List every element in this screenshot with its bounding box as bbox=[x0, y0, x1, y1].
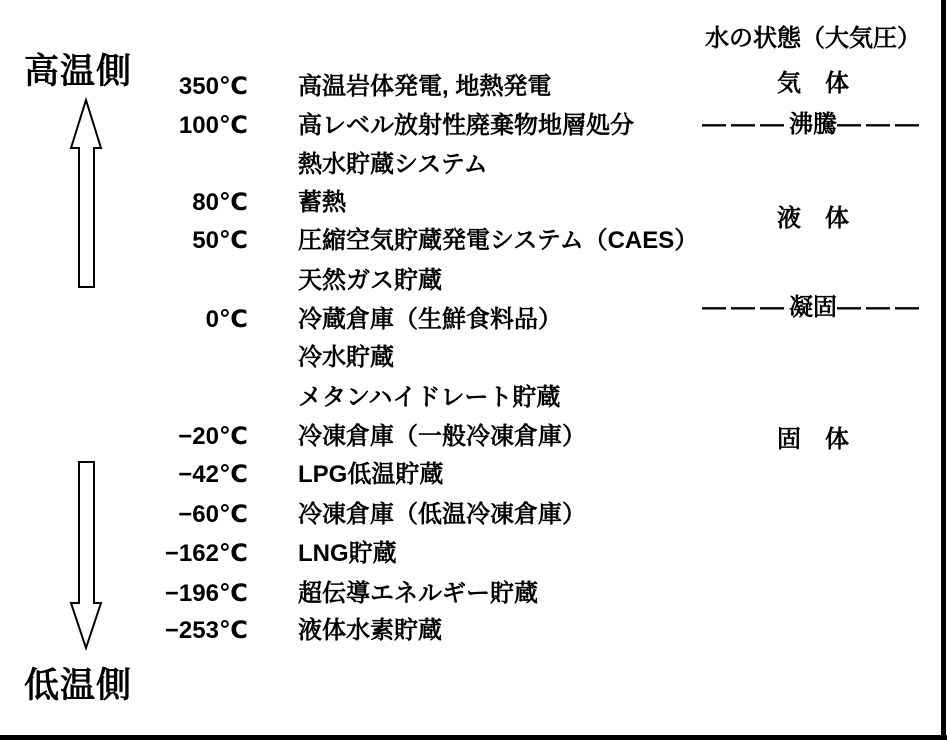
technology-label: 圧縮空気貯蔵発電システム（CAES） bbox=[298, 227, 699, 254]
temperature-value: 50℃ bbox=[192, 227, 248, 254]
technology-label: LPG低温貯蔵 bbox=[298, 461, 444, 488]
table-row bbox=[0, 581, 947, 609]
dash-segment: ――― bbox=[702, 294, 789, 321]
temperature-value: −60℃ bbox=[178, 501, 248, 528]
technology-label: 高温岩体発電, 地熱発電 bbox=[298, 73, 552, 100]
dash-segment: ――― bbox=[837, 111, 924, 138]
water-state-boiling-line bbox=[688, 112, 938, 138]
technology-label: LNG貯蔵 bbox=[298, 540, 397, 567]
temperature-value: 350℃ bbox=[178, 73, 248, 100]
high-temp-side-label: 高温側 bbox=[24, 52, 133, 91]
table-row bbox=[0, 502, 947, 530]
table-row bbox=[0, 618, 947, 646]
technology-label: メタンハイドレート貯蔵 bbox=[298, 384, 561, 411]
table-row bbox=[0, 462, 947, 490]
table-row bbox=[0, 345, 947, 373]
freezing-label: 凝固 bbox=[789, 294, 837, 321]
temperature-value: −196℃ bbox=[164, 580, 248, 607]
figure-border-right bbox=[941, 0, 946, 740]
water-state-liquid-label: 液 体 bbox=[777, 205, 849, 232]
technology-label: 熱水貯蔵システム bbox=[298, 151, 488, 178]
temperature-value: 100℃ bbox=[178, 112, 248, 139]
dash-segment: ――― bbox=[837, 294, 924, 321]
technology-label: 天然ガス貯蔵 bbox=[298, 267, 442, 294]
temperature-value: −162℃ bbox=[164, 540, 248, 567]
water-state-freezing-line bbox=[688, 295, 938, 321]
temperature-value: 0℃ bbox=[205, 306, 248, 333]
water-state-header: 水の状態（大気圧） bbox=[705, 25, 921, 52]
table-row bbox=[0, 541, 947, 569]
dash-segment: ――― bbox=[702, 111, 789, 138]
low-temp-side-label: 低温側 bbox=[24, 666, 133, 705]
technology-label: 冷蔵倉庫（生鮮食料品） bbox=[298, 306, 562, 333]
table-row bbox=[0, 152, 947, 180]
temperature-value: −20℃ bbox=[178, 423, 248, 450]
technology-label: 冷凍倉庫（一般冷凍倉庫） bbox=[298, 423, 586, 450]
technology-label: 冷凍倉庫（低温冷凍倉庫） bbox=[298, 501, 586, 528]
temperature-value: −42℃ bbox=[178, 461, 248, 488]
technology-label: 高レベル放射性廃棄物地層処分 bbox=[298, 112, 634, 139]
temperature-value: 80℃ bbox=[192, 189, 248, 216]
table-row bbox=[0, 228, 947, 256]
temperature-value: −253℃ bbox=[164, 617, 248, 644]
table-row bbox=[0, 385, 947, 413]
technology-label: 液体水素貯蔵 bbox=[298, 617, 442, 644]
technology-label: 超伝導エネルギー貯蔵 bbox=[298, 580, 538, 607]
table-row bbox=[0, 268, 947, 296]
boiling-label: 沸騰 bbox=[789, 111, 837, 138]
figure-border-bottom bbox=[0, 735, 947, 740]
technology-label: 冷水貯蔵 bbox=[298, 344, 394, 371]
water-state-solid-label: 固 体 bbox=[777, 426, 849, 453]
water-state-gas-label: 気 体 bbox=[777, 70, 849, 97]
technology-label: 蓄熱 bbox=[298, 189, 346, 216]
